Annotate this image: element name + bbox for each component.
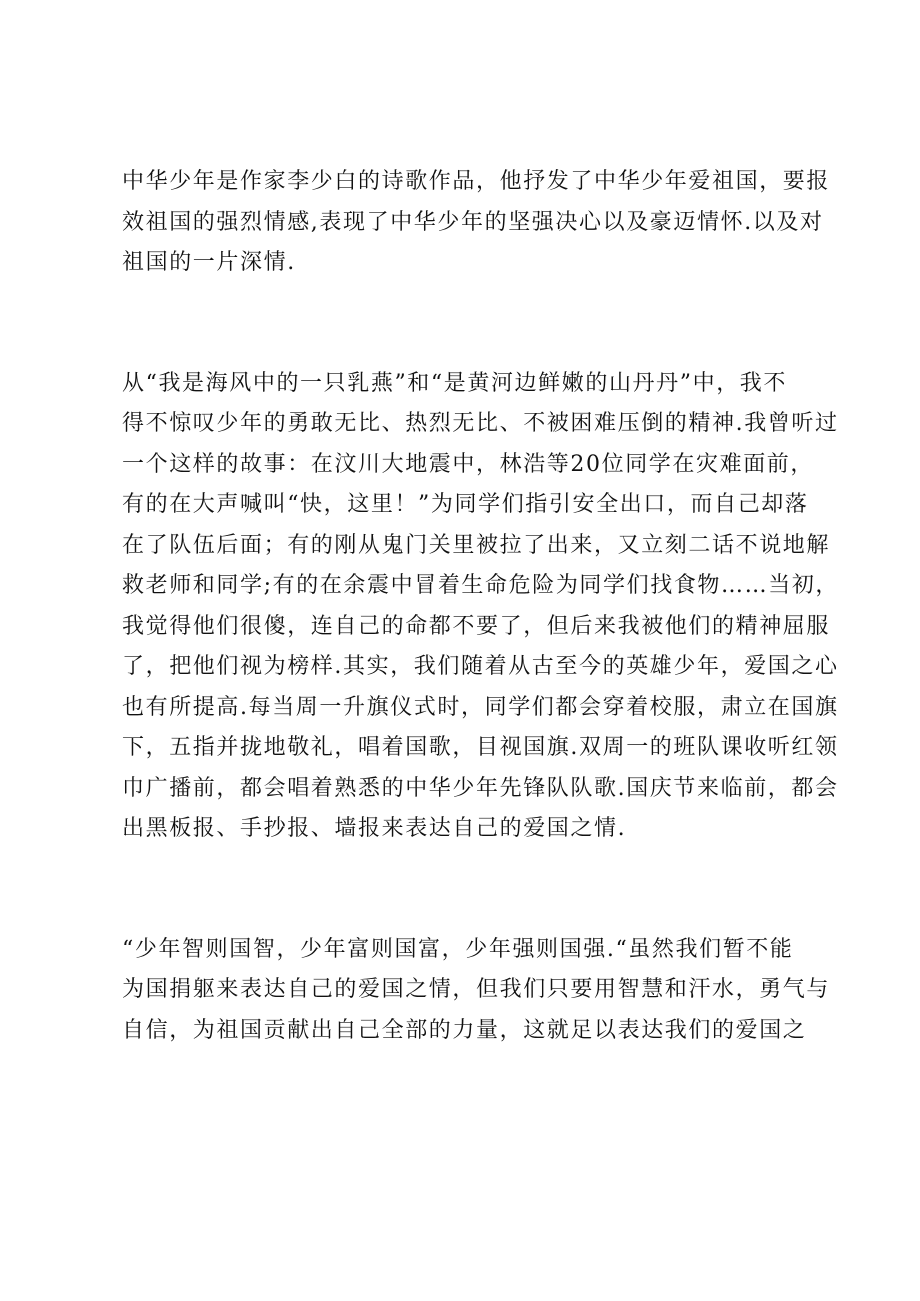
text-line: 效祖国的强烈情感,表现了中华少年的坚强决心以及豪迈情怀.以及对 [122, 209, 824, 235]
paragraph-2 [122, 364, 840, 850]
text-line: 有的在大声喊叫“快，这里！”为同学们指引安全出口，而自己却落 [122, 492, 809, 517]
text-line: 了，把他们视为榜样.其实，我们随着从古至今的英雄少年，爱国之心 [122, 654, 839, 679]
paragraph-3 [122, 930, 831, 1052]
paragraph-gap [122, 284, 800, 364]
text-line: 一个这样的故事：在汶川大地震中，林浩等20位同学在灾难面前， [122, 451, 814, 477]
text-line: 为国捐躯来表达自己的爱国之情，但我们只要用智慧和汗水，勇气与 [122, 977, 831, 1002]
text-line: 自信，为祖国贡献出自己全部的力量，这就足以表达我们的爱国之 [122, 1017, 807, 1043]
text-line: 中华少年是作家李少白的诗歌作品，他抒发了中华少年爱祖国，要报 [122, 169, 831, 194]
text-line: 下，五指并拢地敬礼，唱着国歌，目视国旗.双周一的班队课收听红领 [122, 735, 839, 760]
text-line: 巾广播前，都会唱着熟悉的中华少年先锋队队歌.国庆节来临前，都会 [122, 775, 839, 801]
text-line: 从“我是海风中的一只乳燕”和“是黄河边鲜嫩的山丹丹”中，我不 [122, 370, 787, 396]
text-line: 我觉得他们很傻，连自己的命都不要了，但后来我被他们的精神屈服 [122, 613, 831, 639]
text-line: 救老师和同学;有的在余震中冒着生命危险为同学们找食物……当初， [122, 573, 840, 598]
document-body [122, 162, 840, 1051]
paragraph-1 [122, 162, 831, 284]
text-line: 也有所提高.每当周一升旗仪式时，同学们都会穿着校服，肃立在国旗 [122, 694, 839, 720]
text-line: 在了队伍后面；有的刚从鬼门关里被拉了出来，又立刻二话不说地解 [122, 532, 831, 558]
text-line: “少年智则国智，少年富则国富，少年强则国强.“虽然我们暂不能 [122, 936, 794, 962]
paragraph-gap [122, 850, 800, 930]
text-line: 祖国的一片深情. [122, 250, 296, 275]
text-line: 得不惊叹少年的勇敢无比、热烈无比、不被困难压倒的精神.我曾听过 [122, 411, 839, 436]
text-line: 出黑板报、手抄报、墙报来表达自己的爱国之情. [122, 816, 627, 841]
